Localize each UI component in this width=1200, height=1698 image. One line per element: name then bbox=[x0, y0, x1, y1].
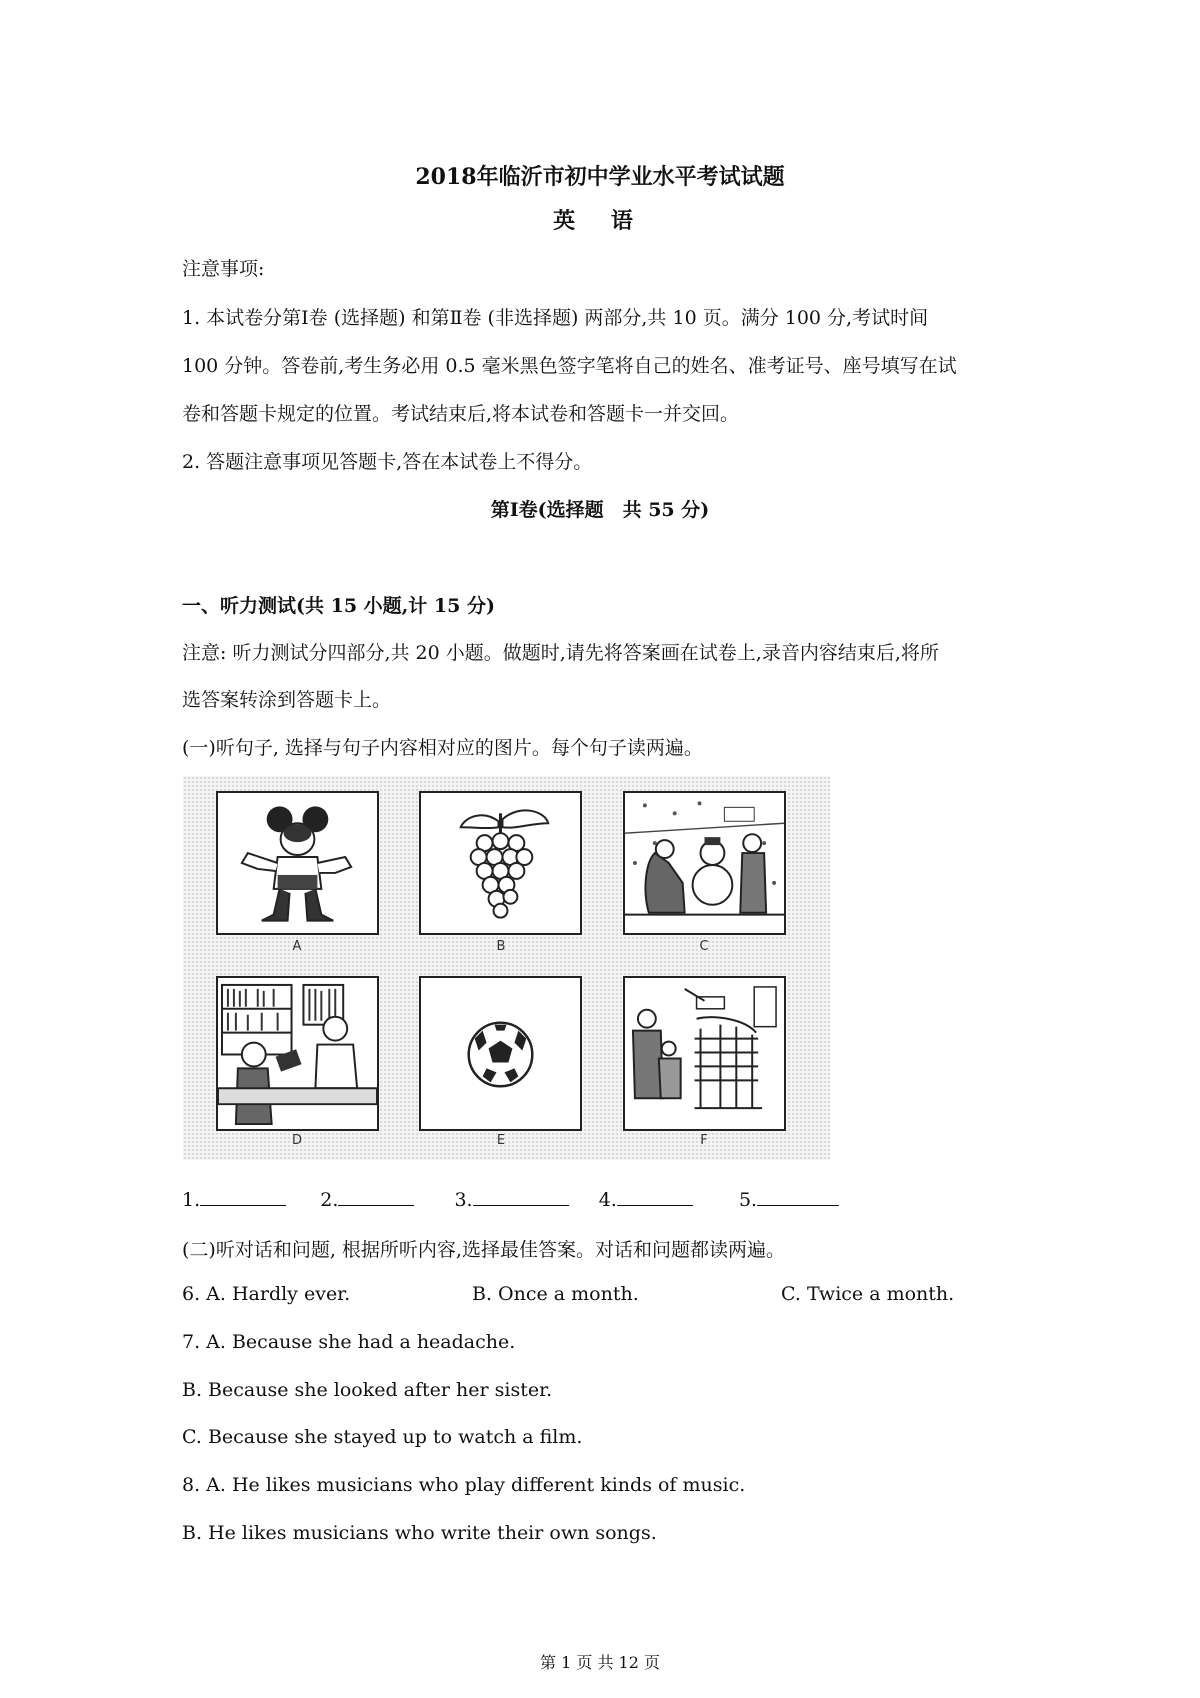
blank-3[interactable] bbox=[473, 1187, 569, 1206]
blank-2-number: 2. bbox=[320, 1189, 339, 1211]
notice-heading: 注意事项: bbox=[182, 258, 265, 280]
picture-e bbox=[419, 976, 582, 1131]
blank-5-number: 5. bbox=[738, 1189, 758, 1211]
question-7-option-a: 7. A. Because she had a headache. bbox=[182, 1331, 516, 1353]
picture-a-label: A bbox=[292, 939, 302, 954]
grapes-icon bbox=[421, 793, 580, 933]
blank-2[interactable] bbox=[338, 1187, 414, 1206]
soccer-ball-icon bbox=[421, 978, 580, 1129]
notice-line-1: 1. 本试卷分第Ⅰ卷 (选择题) 和第Ⅱ卷 (非选择题) 两部分,共 10 页。满分 100 分,考试时间 bbox=[182, 307, 929, 329]
notice-line-4: 2. 答题注意事项见答题卡,答在本试卷上不得分。 bbox=[182, 451, 593, 473]
picture-d bbox=[216, 976, 379, 1131]
picture-b bbox=[419, 791, 582, 935]
picture-a bbox=[216, 791, 379, 935]
section1-heading: 一、听力测试(共 15 小题,计 15 分) bbox=[182, 595, 495, 617]
notice-line-2: 100 分钟。答卷前,考生务必用 0.5 毫米黑色签字笔将自己的姓名、准考证号、座号填写在试 bbox=[182, 355, 957, 377]
subsection-2-instruction: (二)听对话和问题, 根据所听内容,选择最佳答案。对话和问题都读两遍。 bbox=[182, 1239, 785, 1261]
picture-f bbox=[623, 976, 786, 1131]
blank-1[interactable] bbox=[200, 1187, 286, 1206]
section1-note-line-1: 注意: 听力测试分四部分,共 20 小题。做题时,请先将答案画在试卷上,录音内容结束后,将所 bbox=[182, 642, 939, 664]
library-scene-icon bbox=[218, 978, 377, 1129]
question-6-option-b: B. Once a month. bbox=[472, 1283, 639, 1305]
page-footer: 第 1 页 共 12 页 bbox=[540, 1653, 660, 1672]
picture-c-label: C bbox=[699, 939, 709, 954]
answer-blanks-row bbox=[182, 1187, 839, 1211]
notice-line-3: 卷和答题卡规定的位置。考试结束后,将本试卷和答题卡一并交回。 bbox=[182, 403, 740, 425]
question-7-option-c: C. Because she stayed up to watch a film. bbox=[182, 1426, 583, 1448]
section1-note-line-2: 选答案转涂到答题卡上。 bbox=[182, 689, 392, 711]
blank-4-number: 4. bbox=[598, 1189, 617, 1211]
picture-c bbox=[623, 791, 786, 935]
picture-d-label: D bbox=[291, 1133, 302, 1148]
question-6-option-c: C. Twice a month. bbox=[781, 1283, 955, 1305]
subject-title: 英 语 bbox=[553, 208, 647, 234]
picture-b-label: B bbox=[496, 939, 506, 954]
blank-4[interactable] bbox=[617, 1187, 693, 1206]
snowman-scene-icon bbox=[625, 793, 784, 933]
subsection-1-instruction: (一)听句子, 选择与句子内容相对应的图片。每个句子读两遍。 bbox=[182, 737, 703, 759]
blank-5[interactable] bbox=[757, 1187, 839, 1206]
question-8-option-b: B. He likes musicians who write their own songs. bbox=[182, 1522, 657, 1544]
blank-1-number: 1. bbox=[182, 1189, 201, 1211]
picture-f-label: F bbox=[700, 1133, 708, 1148]
question-6-option-a: 6. A. Hardly ever. bbox=[182, 1283, 351, 1305]
museum-scene-icon bbox=[625, 978, 784, 1129]
cartoon-mouse-icon bbox=[218, 793, 377, 933]
question-7-option-b: B. Because she looked after her sister. bbox=[182, 1379, 553, 1401]
picture-e-label: E bbox=[496, 1133, 506, 1148]
picture-grid bbox=[183, 776, 830, 1160]
question-8-option-a: 8. A. He likes musicians who play different kinds of music. bbox=[182, 1474, 746, 1496]
blank-3-number: 3. bbox=[454, 1189, 473, 1211]
exam-title: 2018年临沂市初中学业水平考试试题 bbox=[415, 164, 785, 190]
part1-title: 第Ⅰ卷(选择题 共 55 分) bbox=[490, 499, 710, 521]
